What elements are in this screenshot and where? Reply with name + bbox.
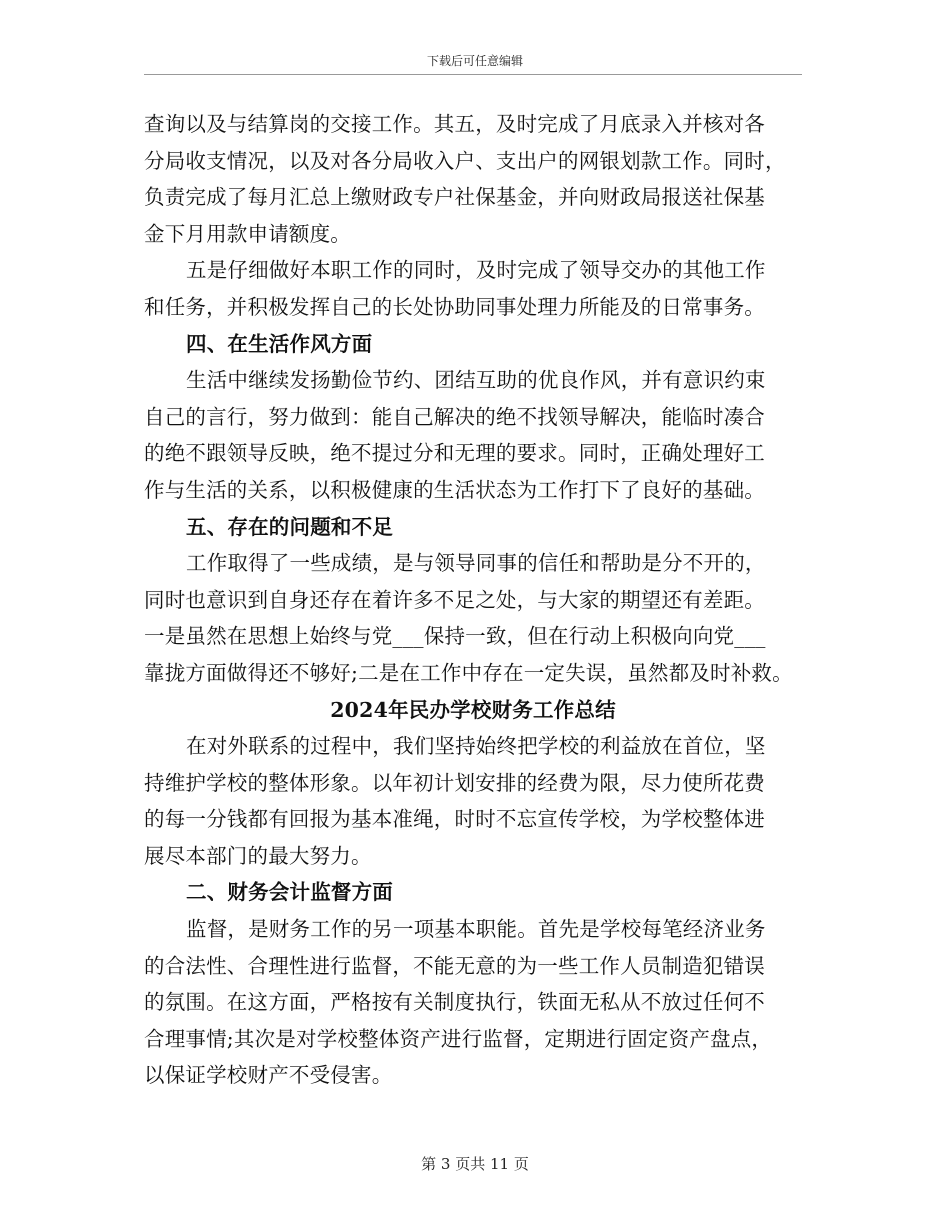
paragraph-line: 同时也意识到自身还存在着许多不足之处，与大家的期望还有差距。 (144, 587, 765, 612)
paragraph-line: 金下月用款申请额度。 (144, 221, 351, 246)
paragraph-line: 一是虽然在思想上始终与党___保持一致，但在行动上积极向向党___ (144, 624, 766, 649)
paragraph-line: 自己的言行，努力做到：能自己解决的绝不找领导解决，能临时凑合 (144, 404, 765, 429)
header-rule (144, 74, 802, 75)
section-heading: 四、在生活作风方面 (186, 331, 373, 356)
section-heading: 二、财务会计监督方面 (186, 880, 393, 905)
page-footer: 第 3 页共 11 页 (421, 1155, 529, 1173)
paragraph-line: 查询以及与结算岗的交接工作。其五，及时完成了月底录入并核对各 (144, 112, 765, 136)
paragraph-line: 展尽本部门的最大努力。 (144, 843, 372, 868)
paragraph-line: 五是仔细做好本职工作的同时，及时完成了领导交办的其他工作 (186, 258, 766, 283)
paragraph-line: 靠拢方面做得还不够好;二是在工作中存在一定失误，虽然都及时补救。 (144, 660, 793, 685)
paragraph-line: 的每一分钱都有回报为基本准绳，时时不忘宣传学校，为学校整体进 (144, 807, 765, 832)
paragraph-line: 分局收支情况，以及对各分局收入户、支出户的网银划款工作。同时， (144, 148, 786, 173)
document-body (144, 106, 802, 1094)
paragraph-line: 持维护学校的整体形象。以年初计划安排的经费为限，尽力使所花费 (144, 770, 765, 795)
paragraph-line: 的合法性、合理性进行监督，不能无意的为一些工作人员制造犯错误 (144, 953, 765, 978)
page-header: 下载后可任意编辑 (426, 54, 523, 68)
paragraph-line: 以保证学校财产不受侵害。 (144, 1063, 393, 1088)
paragraph-line: 合理事情;其次是对学校整体资产进行监督，定期进行固定资产盘点， (144, 1026, 773, 1051)
paragraph-line: 和任务，并积极发挥自己的长处协助同事处理力所能及的日常事务。 (144, 294, 765, 319)
paragraph-line: 生活中继续发扬勤俭节约、团结互助的优良作风，并有意识约束 (186, 368, 766, 393)
document-title: 2024年民办学校财务工作总结 (330, 697, 616, 722)
paragraph-line: 的氛围。在这方面，严格按有关制度执行，铁面无私从不放过任何不 (144, 990, 765, 1015)
paragraph-line: 在对外联系的过程中，我们坚持始终把学校的利益放在首位，坚 (186, 734, 766, 759)
paragraph-line: 的绝不跟领导反映，绝不提过分和无理的要求。同时，正确处理好工 (144, 441, 765, 466)
paragraph-line: 工作取得了一些成绩，是与领导同事的信任和帮助是分不开的， (186, 551, 766, 576)
paragraph-line: 负责完成了每月汇总上缴财政专户社保基金，并向财政局报送社保基 (144, 185, 765, 210)
section-heading: 五、存在的问题和不足 (186, 514, 393, 539)
paragraph-line: 监督，是财务工作的另一项基本职能。首先是学校每笔经济业务 (186, 917, 766, 942)
paragraph-line: 作与生活的关系，以积极健康的生活状态为工作打下了良好的基础。 (144, 477, 765, 502)
